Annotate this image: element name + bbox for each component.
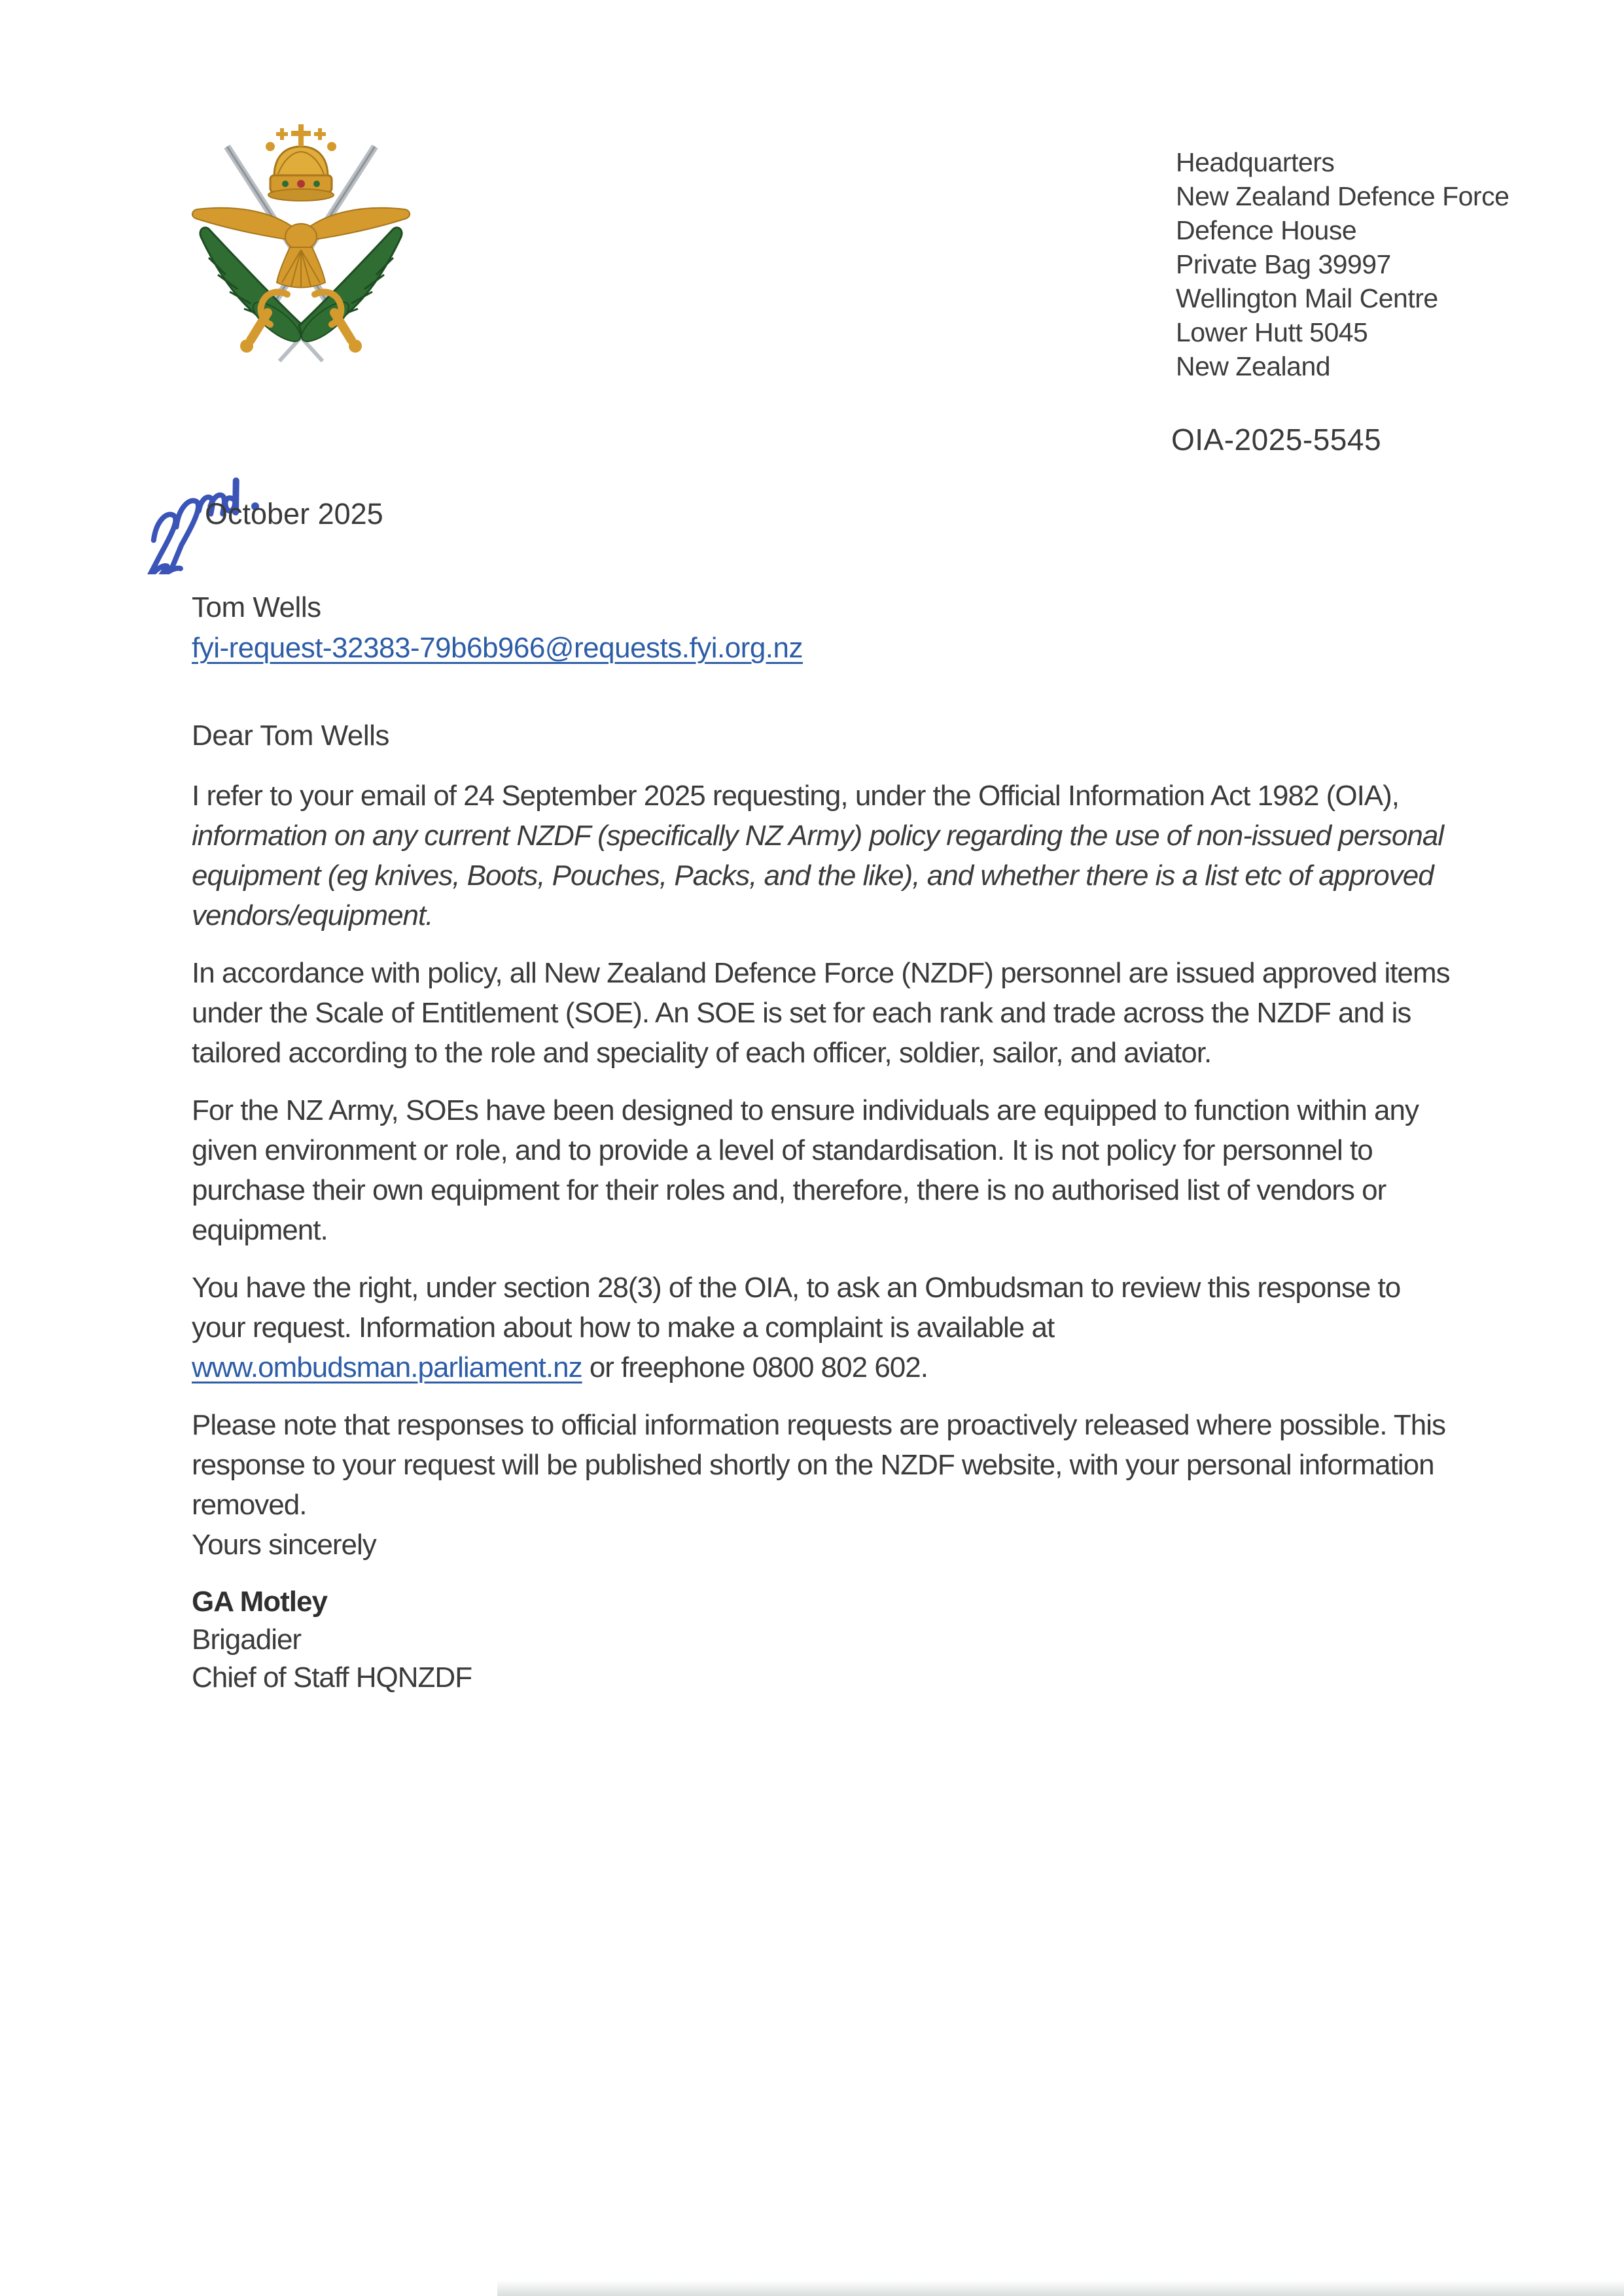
signatory-title: Chief of Staff HQNZDF [192,1661,472,1694]
paragraph-request-intro: I refer to your email of 24 September 2025 requesting, under the Official Information Act 1982 (OIA), [192,780,1400,812]
paragraph-ombudsman [192,1268,1451,1387]
letter-date: October 2025 [205,497,383,531]
valediction: Yours sincerely [192,1529,376,1561]
recipient-block [192,587,803,669]
letter-body [192,776,1451,1697]
address-line: New Zealand [1176,351,1331,381]
salutation: Dear Tom Wells [192,720,389,752]
paragraph-request [192,776,1451,935]
address-line: Defence House [1176,215,1357,245]
signatory-name: GA Motley [192,1586,327,1618]
paragraph-proactive-release: Please note that responses to official information requests are proactively released where possible. This response to your request will be published shortly on the NZDF website, with your personal information removed. [192,1409,1446,1521]
address-line: New Zealand Defence Force [1176,181,1509,211]
paragraph-policy: In accordance with policy, all New Zealand Defence Force (NZDF) personnel are issued approved items under the Scale of Entitlement (SOE). An SOE is set for each rank and trade across the NZDF and is tailored according to the role and speciality of each officer, soldier, sailor, and aviator. [192,957,1450,1069]
recipient-email-link[interactable]: fyi-request-32383-79b6b966@requests.fyi.org.nz [192,632,803,664]
paragraph-nz-army: For the NZ Army, SOEs have been designed to ensure individuals are equipped to function within any given environment or role, and to provide a level of standardisation. It is not policy for personnel to purchase their own equipment for their roles and, therefore, there is no authorised list of vendors or equipment. [192,1094,1419,1246]
address-line: Lower Hutt 5045 [1176,317,1368,347]
nzdf-crest-icon [186,118,415,374]
oia-reference: OIA-2025-5545 [1171,423,1382,457]
crown-icon [266,124,336,201]
address-line: Wellington Mail Centre [1176,283,1438,313]
recipient-name: Tom Wells [192,591,321,623]
paragraph-ombudsman-before: You have the right, under section 28(3) of the OIA, to ask an Ombudsman to review this response to your request. Information about how to make a complaint is available at [192,1272,1401,1344]
signature-block [192,1583,1451,1697]
paragraph-request-quote: information on any current NZDF (specifically NZ Army) policy regarding the use of non-issued personal equipment (eg knives, Boots, Pouches, Packs, and the like), and whether there is a list etc of approved vendors/equipment. [192,820,1444,931]
signatory-rank: Brigadier [192,1624,302,1656]
paragraph-ombudsman-after: or freephone 0800 802 602. [582,1351,928,1383]
address-line: Headquarters [1176,147,1335,177]
ombudsman-link[interactable]: www.ombudsman.parliament.nz [192,1351,582,1383]
address-line: Private Bag 39997 [1176,249,1391,279]
letterhead-address [1176,145,1509,383]
scan-edge-shadow [497,2280,1624,2296]
